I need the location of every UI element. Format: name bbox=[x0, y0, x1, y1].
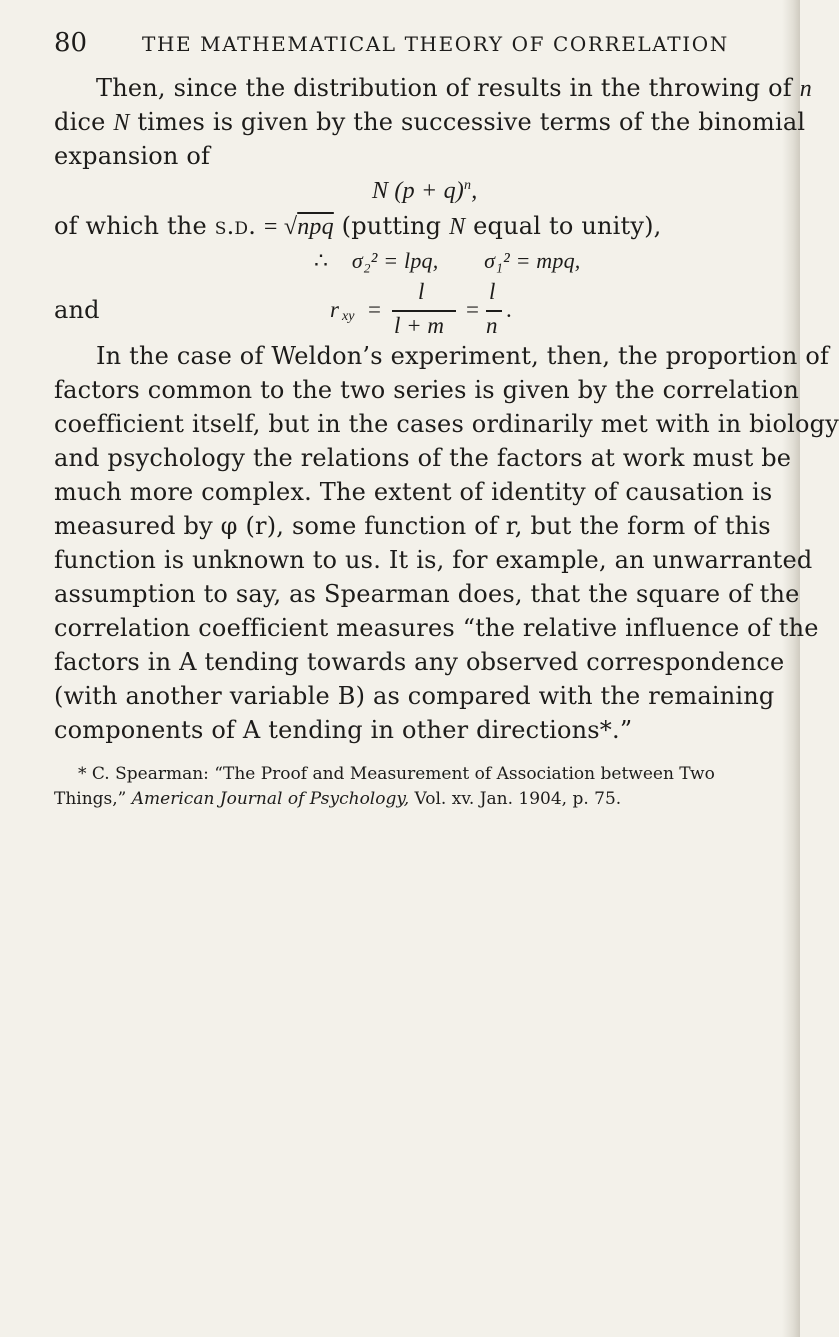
frac2-bar bbox=[486, 310, 502, 312]
page-number: 80 bbox=[54, 28, 88, 58]
binomial-expr: N (p + q) bbox=[372, 178, 464, 204]
intro-line-1 bbox=[96, 74, 812, 103]
intro-text-1: Then, since the distribution of results in the throwing of bbox=[96, 74, 792, 102]
intro-text-3: expansion of bbox=[54, 142, 211, 170]
footnote-volume: Vol. xv. Jan. 1904, p. 75. bbox=[414, 789, 622, 809]
sd-var-N: N bbox=[449, 214, 466, 240]
frac1-numerator: l bbox=[418, 279, 425, 304]
sd-prefix: of which the bbox=[54, 212, 207, 240]
frac1-bar bbox=[392, 310, 456, 312]
body-line-9: correlation coefficient measures “the relative influence of the bbox=[54, 614, 819, 642]
body-line-6: measured by φ (r), some function of r, but the form of this bbox=[54, 512, 771, 540]
formula-period: . bbox=[506, 297, 512, 322]
sd-equals-root: = √ bbox=[263, 214, 298, 240]
page-header bbox=[50, 28, 770, 64]
footnote-things: Things,” bbox=[54, 789, 127, 809]
var-n: n bbox=[799, 76, 812, 102]
binomial-exponent: n bbox=[464, 178, 472, 193]
sigma1-formula: σ₁² = mpq, bbox=[484, 248, 581, 273]
frac1-denominator: l + m bbox=[394, 313, 445, 338]
r-subscript: xy bbox=[342, 309, 355, 324]
therefore-symbol: ∴ bbox=[314, 248, 329, 273]
equals-1: = bbox=[368, 297, 381, 322]
r-symbol: r bbox=[330, 297, 339, 322]
intro-text-2a: dice bbox=[54, 108, 106, 136]
footnote bbox=[54, 762, 736, 812]
binomial-formula: N $(p + q)^n$, bbox=[372, 178, 478, 204]
footnote-line-2 bbox=[54, 787, 736, 812]
frac2-numerator: l bbox=[489, 279, 496, 304]
body-line-8: assumption to say, as Spearman does, that the square of the bbox=[54, 580, 800, 608]
body-line-12: components of A tending in other directions*.” bbox=[54, 716, 633, 744]
sigma2-formula: σ₂² = lpq, bbox=[351, 248, 439, 273]
frac2-denominator: n bbox=[486, 313, 498, 338]
intro-line-2 bbox=[54, 108, 805, 137]
intro-line-3 bbox=[54, 142, 210, 170]
sd-radicand: npq bbox=[297, 214, 334, 240]
and-word: and bbox=[54, 296, 100, 324]
body-line-3: coefficient itself, but in the cases ordinarily met with in biology bbox=[54, 410, 839, 438]
body-line-5: much more complex. The extent of identity of causation is bbox=[54, 478, 773, 506]
footnote-line-1: * C. Spearman: “The Proof and Measurement of Association between Two bbox=[78, 764, 715, 784]
body-line-2: factors common to the two series is given by the correlation bbox=[54, 376, 800, 404]
var-N: N bbox=[113, 110, 130, 136]
sd-suffix: (putting bbox=[341, 212, 442, 240]
sd-line bbox=[54, 212, 662, 241]
equals-2: = bbox=[466, 297, 479, 322]
body-line-4: and psychology the relations of the factors at work must be bbox=[54, 444, 792, 472]
body-line-10: factors in A tending towards any observed correspondence bbox=[54, 648, 785, 676]
running-head: THE MATHEMATICAL THEORY OF CORRELATION bbox=[142, 32, 729, 56]
footnote-journal: American Journal of Psychology, bbox=[131, 789, 410, 809]
body-line-7: function is unknown to us. It is, for example, an unwarranted bbox=[54, 546, 813, 574]
sd-tail: equal to unity), bbox=[473, 212, 662, 240]
sigma-line bbox=[314, 248, 581, 274]
body-line-1: In the case of Weldon’s experiment, then, the proportion of bbox=[96, 342, 830, 370]
intro-text-2b: times is given by the successive terms of the binomial bbox=[137, 108, 806, 136]
sd-abbrev: s.d. bbox=[214, 212, 257, 240]
body-line-11: (with another variable B) as compared with the remaining bbox=[54, 682, 775, 710]
